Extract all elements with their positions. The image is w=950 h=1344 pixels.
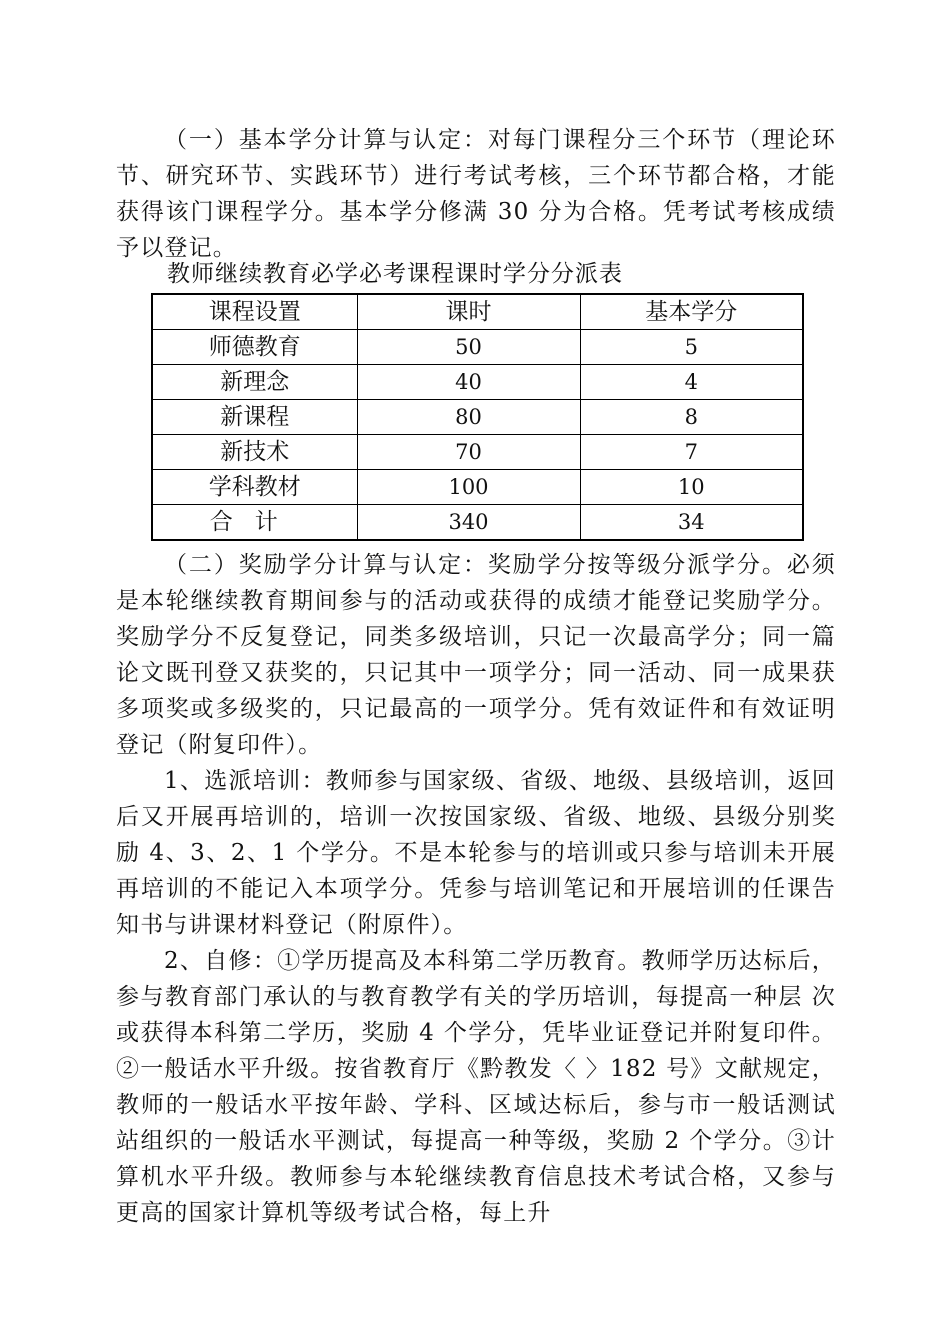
table-row <box>152 470 803 505</box>
course-hours: 70 <box>357 435 580 470</box>
header-course: 课程设置 <box>152 294 357 330</box>
table-total-row <box>152 505 803 541</box>
paragraph-selected-training: 1、选派培训：教师参与国家级、省级、地级、县级培训，返回后又开展再培训的，培训一次按国家级、省级、地级、县级分别奖励 4、3、2、1 个学分。不是本轮参与的培训或只参与培训未开展再培训的不能记入本项学分。凭参与培训笔记和开展培训的任课告知书与讲课材料登记（附原件）。 <box>116 768 836 938</box>
course-credits: 4 <box>580 365 803 400</box>
table-row <box>152 365 803 400</box>
course-name: 学科教材 <box>152 470 357 505</box>
header-hours: 课时 <box>357 294 580 330</box>
table-row <box>152 330 803 365</box>
table-title: 教师继续教育必学必考课程课时学分分派表 <box>167 261 623 287</box>
paragraph-reward-credit: （二）奖励学分计算与认定：奖励学分按等级分派学分。必须是本轮继续教育期间参与的活动或获得的成绩才能登记奖励学分。奖励学分不反复登记，同类多级培训，只记一次最高学分；同一篇论文既刊登又获奖的，只记其中一项学分；同一活动、同一成果获多项奖或多级奖的，只记最高的一项学分。凭有效证件和有效证明登记（附复印件）。 <box>116 552 836 758</box>
course-credits: 7 <box>580 435 803 470</box>
total-credits: 34 <box>580 505 803 541</box>
course-credits: 8 <box>580 400 803 435</box>
paragraph-basic-credit: （一）基本学分计算与认定：对每门课程分三个环节（理论环节、研究环节、实践环节）进行考试考核，三个环节都合格，才能获得该门课程学分。基本学分修满 30 分为合格。凭考试考核成绩予以登记。 <box>116 127 836 261</box>
course-hours: 50 <box>357 330 580 365</box>
course-credits: 10 <box>580 470 803 505</box>
header-credits: 基本学分 <box>580 294 803 330</box>
table-row <box>152 435 803 470</box>
body-text-block <box>116 547 836 1231</box>
total-label: 合计 <box>152 505 357 541</box>
table-header-row <box>152 294 803 330</box>
intro-text-block <box>116 122 836 266</box>
course-hours: 80 <box>357 400 580 435</box>
course-name: 新技术 <box>152 435 357 470</box>
course-hours: 100 <box>357 470 580 505</box>
table-row <box>152 400 803 435</box>
course-name: 师德教育 <box>152 330 357 365</box>
course-name: 新理念 <box>152 365 357 400</box>
course-hours: 40 <box>357 365 580 400</box>
total-hours: 340 <box>357 505 580 541</box>
credit-allocation-table <box>151 293 804 541</box>
course-name: 新课程 <box>152 400 357 435</box>
paragraph-self-study: 2、自修：①学历提高及本科第二学历教育。教师学历达标后，参与教育部门承认的与教育教学有关的学历培训，每提高一种层 次或获得本科第二学历，奖励 4 个学分，凭毕业证登记并附复印件。②一般话水平升级。按省教育厅《黔教发〈 〉182 号》文献规定，教师的一般话水平按年龄、学科、区域达标后，参与市一般话测试站组织的一般话水平测试，每提高一种等级，奖励 2 个学分。③计算机水平升级。教师参与本轮继续教育信息技术考试合格，又参与更高的国家计算机等级考试合格，每上升 <box>116 948 836 1226</box>
course-credits: 5 <box>580 330 803 365</box>
